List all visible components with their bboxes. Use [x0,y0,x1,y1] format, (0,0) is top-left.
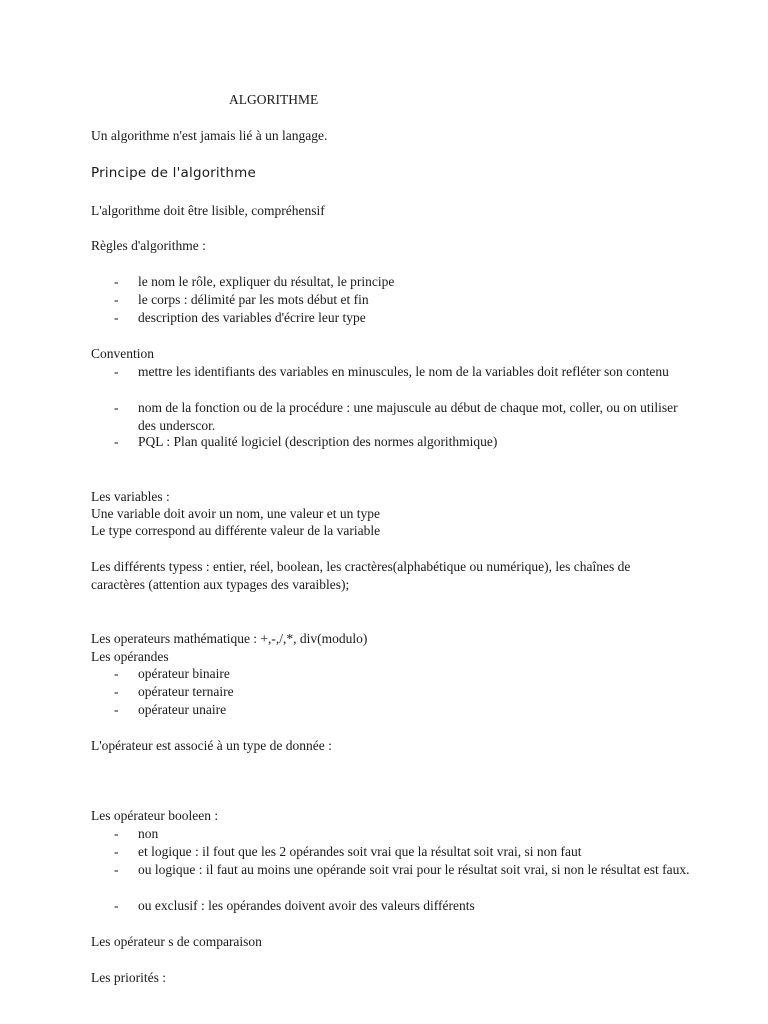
boolean-item: - ou exclusif : les opérandes doivent avoir des valeurs différents [114,898,475,913]
document-title: ALGORITHME [229,92,319,107]
variables-line-1: Une variable doit avoir un nom, une valeur et un type [91,506,381,521]
operators-heading: Les operateurs mathématique : +,-,/,*, div(modulo) [91,631,368,646]
rules-item: - le nom le rôle, expliquer du résultat, le principe [114,274,395,289]
rules-item: - description des variables d'écrire leur type [114,310,366,325]
variables-heading: Les variables : [91,489,170,504]
principle-text: L'algorithme doit être lisible, compréhensif [91,203,325,218]
convention-heading: Convention [91,346,154,361]
boolean-item: - non [114,826,159,841]
convention-item: - PQL : Plan qualité logiciel (description des normes algorithmique) [114,434,498,449]
variables-line-2: Le type correspond au différente valeur de la variable [91,523,381,538]
rules-item: - le corps : délimité par les mots début et fin [114,292,369,307]
rules-heading: Règles d'algorithme : [91,238,206,253]
types-text: Les différents typess : entier, réel, boolean, les cractères(alphabétique ou numérique), les chaînes de caractères (attention aux typages des varaibles); [91,559,631,592]
boolean-item: - et logique : il fout que les 2 opérandes soit vrai que la résultat soit vrai, si non faut [114,844,582,859]
operands-item: - opérateur ternaire [114,684,234,699]
boolean-item: - ou logique : il faut au moins une opérande soit vrai pour le résultat soit vrai, si non le résultat est faux. [114,862,690,877]
convention-item: - mettre les identifiants des variables en minuscules, le nom de la variables doit refléter son contenu [114,364,669,379]
operands-heading: Les opérandes [91,649,169,664]
comparison-heading: Les opérateur s de comparaison [91,934,262,949]
principle-heading: Principe de l'algorithme [91,165,256,181]
operands-item: - opérateur binaire [114,666,230,681]
convention-item: - nom de la fonction ou de la procédure : une majuscule au début de chaque mot, coller, ou on utiliser des underscor. [114,400,678,433]
boolean-heading: Les opérateur booleen : [91,808,219,823]
operands-item: - opérateur unaire [114,702,227,717]
intro-text: Un algorithme n'est jamais lié à un langage. [91,128,328,143]
operator-type-text: L'opérateur est associé à un type de donnée : [91,738,332,753]
priorities-heading: Les priorités : [91,970,166,985]
